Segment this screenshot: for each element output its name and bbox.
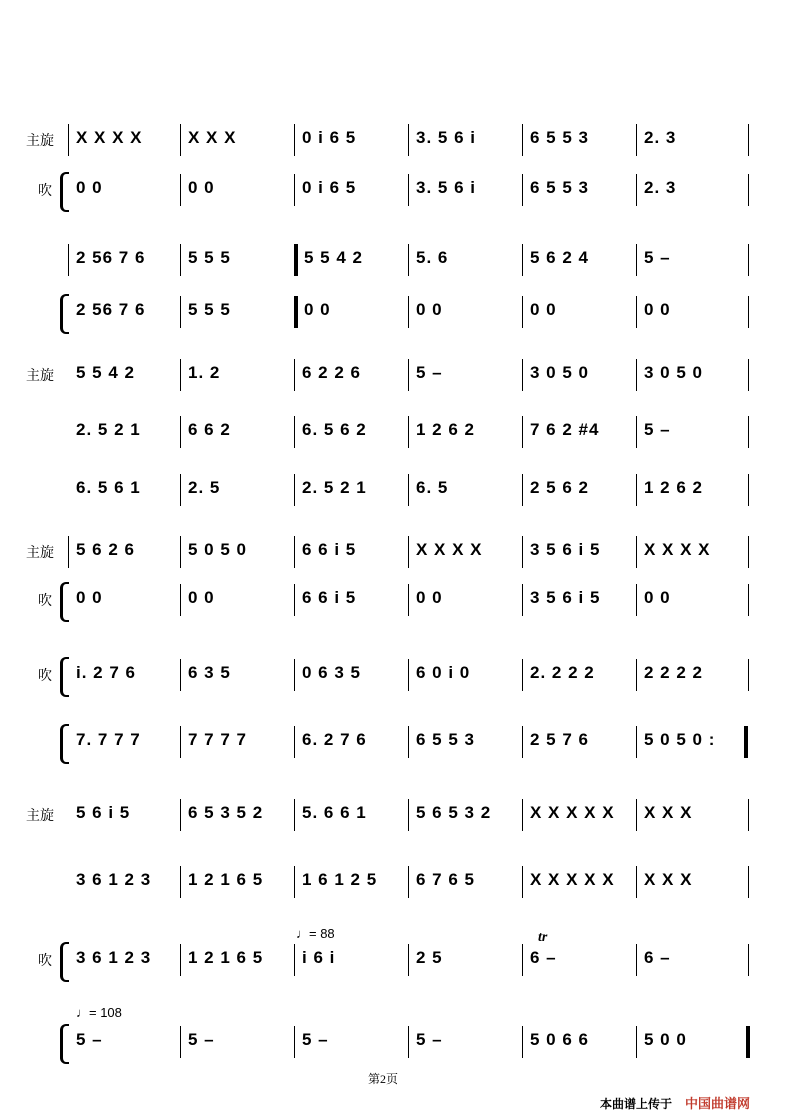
barline <box>180 1026 181 1058</box>
measure: 6 6 i 5 <box>302 588 357 607</box>
part-label: 主旋 <box>26 132 54 148</box>
barline <box>748 799 749 831</box>
barline <box>522 124 523 156</box>
barline <box>408 726 409 758</box>
barline <box>68 124 69 156</box>
measure: 1 2 1 6 5 <box>188 948 264 967</box>
trill-marking: tr <box>538 930 548 945</box>
measure: 5 6 i 5 <box>76 803 131 822</box>
staff-bracket <box>60 942 69 982</box>
measure: 2 5 6 2 <box>530 478 589 497</box>
barline <box>294 416 295 448</box>
measure: 1. 2 <box>188 363 221 382</box>
staff-row-12 <box>0 795 790 835</box>
measure: 6 0 i 0 <box>416 663 471 682</box>
measure: 0 i 6 5 <box>302 128 357 147</box>
barline <box>294 124 295 156</box>
barline <box>180 726 181 758</box>
measure: 5 5 5 <box>188 248 231 267</box>
barline <box>748 584 749 616</box>
measure: 5 5 4 2 <box>76 363 135 382</box>
barline <box>408 799 409 831</box>
barline <box>636 244 637 276</box>
measure: 1 6 1 2 5 <box>302 870 378 889</box>
measure: 5 5 4 2 <box>304 248 363 267</box>
measure: X X X X <box>416 540 483 559</box>
measure: 3 0 5 0 <box>530 363 589 382</box>
measure: 6 5 3 5 2 <box>188 803 264 822</box>
barline <box>748 124 749 156</box>
part-label: 主旋 <box>26 544 54 560</box>
staff-row-4 <box>0 292 790 332</box>
measure: 2. 5 <box>188 478 221 497</box>
measure: 5 6 2 6 <box>76 540 135 559</box>
barline <box>522 659 523 691</box>
barline <box>180 124 181 156</box>
barline <box>180 359 181 391</box>
measure: 5 0 5 0 <box>188 540 247 559</box>
barline <box>294 659 295 691</box>
barline <box>408 866 409 898</box>
end-repeat-barline <box>744 726 748 758</box>
staff-bracket <box>60 294 69 334</box>
barline <box>522 726 523 758</box>
measure: 3 0 5 0 <box>644 363 703 382</box>
measure: i 6 i <box>302 948 336 967</box>
barline <box>748 944 749 976</box>
staff-bracket <box>60 724 69 764</box>
barline <box>522 359 523 391</box>
tempo-marking: ♩= 88 <box>296 926 335 941</box>
page-number: 第2页 <box>368 1072 399 1086</box>
barline <box>294 944 295 976</box>
measure: 2 5 <box>416 948 443 967</box>
barline <box>636 799 637 831</box>
barline <box>636 359 637 391</box>
measure: 2. 3 <box>644 178 677 197</box>
staff-row-2 <box>0 170 790 210</box>
measure: 0 0 <box>416 300 443 319</box>
measure: 6 – <box>530 948 557 967</box>
part-label: 吹 <box>38 667 52 683</box>
measure: 5 0 0 <box>644 1030 687 1049</box>
credit-text: 本曲谱上传于 <box>600 1097 673 1111</box>
part-label: 吹 <box>38 592 52 608</box>
barline <box>408 584 409 616</box>
measure: 2. 3 <box>644 128 677 147</box>
measure: 3. 5 6 i <box>416 128 476 147</box>
final-barline <box>746 1026 750 1058</box>
measure: 7 7 7 7 <box>188 730 247 749</box>
staff-row-8 <box>0 532 790 572</box>
measure: 0 0 <box>188 178 215 197</box>
barline <box>748 296 749 328</box>
barline <box>408 296 409 328</box>
measure: 6 5 5 3 <box>416 730 475 749</box>
measure: 6 6 2 <box>188 420 231 439</box>
barline <box>522 944 523 976</box>
barline <box>180 474 181 506</box>
barline <box>294 1026 295 1058</box>
measure: 5 – <box>416 1030 443 1049</box>
barline <box>180 244 181 276</box>
part-label: 主旋 <box>26 807 54 823</box>
measure: 0 i 6 5 <box>302 178 357 197</box>
measure: 7. 7 7 7 <box>76 730 141 749</box>
measure: 5 – <box>644 248 671 267</box>
measure: 0 0 <box>76 178 103 197</box>
barline <box>180 416 181 448</box>
measure: 0 0 <box>304 300 331 319</box>
barline <box>294 726 295 758</box>
barline <box>636 416 637 448</box>
barline <box>636 726 637 758</box>
staff-row-1 <box>0 120 790 160</box>
barline <box>748 244 749 276</box>
barline <box>68 536 69 568</box>
measure: X X X <box>644 803 693 822</box>
measure: X X X <box>188 128 237 147</box>
measure: X X X <box>644 870 693 889</box>
measure: 3 5 6 i 5 <box>530 540 601 559</box>
measure: 5 6 5 3 2 <box>416 803 492 822</box>
measure: 1 2 1 6 5 <box>188 870 264 889</box>
staff-row-14 <box>0 940 790 980</box>
repeat-barline <box>294 296 298 328</box>
staff-row-11 <box>0 722 790 762</box>
measure: 3. 5 6 i <box>416 178 476 197</box>
measure: 5 – <box>644 420 671 439</box>
barline <box>522 474 523 506</box>
barline <box>522 536 523 568</box>
measure: 6 – <box>644 948 671 967</box>
measure: 6. 5 6 2 <box>302 420 367 439</box>
measure: 7 6 2 #4 <box>530 420 600 439</box>
measure: 2. 2 2 2 <box>530 663 595 682</box>
measure: X X X X X <box>530 803 615 822</box>
barline <box>522 799 523 831</box>
measure: 5 – <box>188 1030 215 1049</box>
measure: 5. 6 <box>416 248 449 267</box>
measure: 5 – <box>416 363 443 382</box>
measure: X X X X <box>644 540 711 559</box>
barline <box>180 799 181 831</box>
measure: 3 6 1 2 3 <box>76 870 152 889</box>
measure: 5 – <box>76 1030 103 1049</box>
measure: 6 7 6 5 <box>416 870 475 889</box>
part-label: 吹 <box>38 952 52 968</box>
part-label: 吹 <box>38 182 52 198</box>
staff-bracket <box>60 172 69 212</box>
barline <box>522 416 523 448</box>
barline <box>180 174 181 206</box>
barline <box>294 359 295 391</box>
staff-row-5 <box>0 355 790 395</box>
staff-bracket <box>60 582 69 622</box>
barline <box>636 296 637 328</box>
measure: 1 2 6 2 <box>644 478 703 497</box>
part-label: 主旋 <box>26 367 54 383</box>
staff-row-10 <box>0 655 790 695</box>
barline <box>408 416 409 448</box>
barline <box>748 866 749 898</box>
measure: 2. 5 2 1 <box>302 478 367 497</box>
measure: 3 6 1 2 3 <box>76 948 152 967</box>
barline <box>180 296 181 328</box>
barline <box>408 359 409 391</box>
barline <box>748 536 749 568</box>
barline <box>408 174 409 206</box>
barline <box>180 584 181 616</box>
measure: 6. 2 7 6 <box>302 730 367 749</box>
measure: 6 5 5 3 <box>530 128 589 147</box>
barline <box>636 174 637 206</box>
tempo-marking: ♩= 108 <box>76 1005 122 1020</box>
measure: 0 0 <box>644 588 671 607</box>
measure: 5 6 2 4 <box>530 248 589 267</box>
measure: X X X X <box>76 128 143 147</box>
barline <box>408 659 409 691</box>
measure: X X X X X <box>530 870 615 889</box>
measure: 0 0 <box>416 588 443 607</box>
staff-row-7 <box>0 470 790 510</box>
staff-row-13 <box>0 862 790 902</box>
barline <box>294 474 295 506</box>
barline <box>522 174 523 206</box>
barline <box>748 359 749 391</box>
barline <box>522 244 523 276</box>
barline <box>636 124 637 156</box>
measure: 2 56 7 6 <box>76 300 146 319</box>
staff-row-15 <box>0 1022 790 1062</box>
staff-bracket <box>60 657 69 697</box>
barline <box>294 866 295 898</box>
barline <box>748 174 749 206</box>
barline <box>408 1026 409 1058</box>
barline <box>522 584 523 616</box>
barline <box>636 584 637 616</box>
measure: 5 – <box>302 1030 329 1049</box>
barline <box>748 659 749 691</box>
barline <box>68 244 69 276</box>
measure: 6 5 5 3 <box>530 178 589 197</box>
measure: 5 5 5 <box>188 300 231 319</box>
measure: i. 2 7 6 <box>76 663 136 682</box>
measure: 0 0 <box>530 300 557 319</box>
barline <box>408 474 409 506</box>
barline <box>636 659 637 691</box>
barline <box>294 799 295 831</box>
barline <box>408 244 409 276</box>
barline <box>636 474 637 506</box>
measure: 3 5 6 i 5 <box>530 588 601 607</box>
barline <box>522 866 523 898</box>
measure: 5 0 5 0 : <box>644 730 716 749</box>
barline <box>408 944 409 976</box>
barline <box>294 174 295 206</box>
measure: 5 0 6 6 <box>530 1030 589 1049</box>
staff-row-3 <box>0 240 790 280</box>
measure: 0 6 3 5 <box>302 663 361 682</box>
barline <box>180 536 181 568</box>
barline <box>180 944 181 976</box>
staff-bracket <box>60 1024 69 1064</box>
barline <box>408 536 409 568</box>
barline <box>748 416 749 448</box>
staff-row-6 <box>0 412 790 452</box>
measure: 6. 5 6 1 <box>76 478 141 497</box>
barline <box>294 584 295 616</box>
repeat-barline <box>294 244 298 276</box>
measure: 2 56 7 6 <box>76 248 146 267</box>
barline <box>636 866 637 898</box>
barline <box>636 944 637 976</box>
measure: 2. 5 2 1 <box>76 420 141 439</box>
measure: 0 0 <box>188 588 215 607</box>
measure: 0 0 <box>76 588 103 607</box>
barline <box>180 659 181 691</box>
measure: 0 0 <box>644 300 671 319</box>
barline <box>294 536 295 568</box>
site-logo[interactable]: 中国曲谱网 <box>685 1096 751 1111</box>
barline <box>636 1026 637 1058</box>
barline <box>180 866 181 898</box>
measure: 6. 5 <box>416 478 449 497</box>
measure: 2 2 2 2 <box>644 663 703 682</box>
barline <box>522 296 523 328</box>
barline <box>636 536 637 568</box>
staff-row-9 <box>0 580 790 620</box>
measure: 1 2 6 2 <box>416 420 475 439</box>
barline <box>408 124 409 156</box>
barline <box>522 1026 523 1058</box>
measure: 5. 6 6 1 <box>302 803 367 822</box>
barline <box>748 474 749 506</box>
measure: 6 6 i 5 <box>302 540 357 559</box>
measure: 2 5 7 6 <box>530 730 589 749</box>
measure: 6 3 5 <box>188 663 231 682</box>
measure: 6 2 2 6 <box>302 363 361 382</box>
